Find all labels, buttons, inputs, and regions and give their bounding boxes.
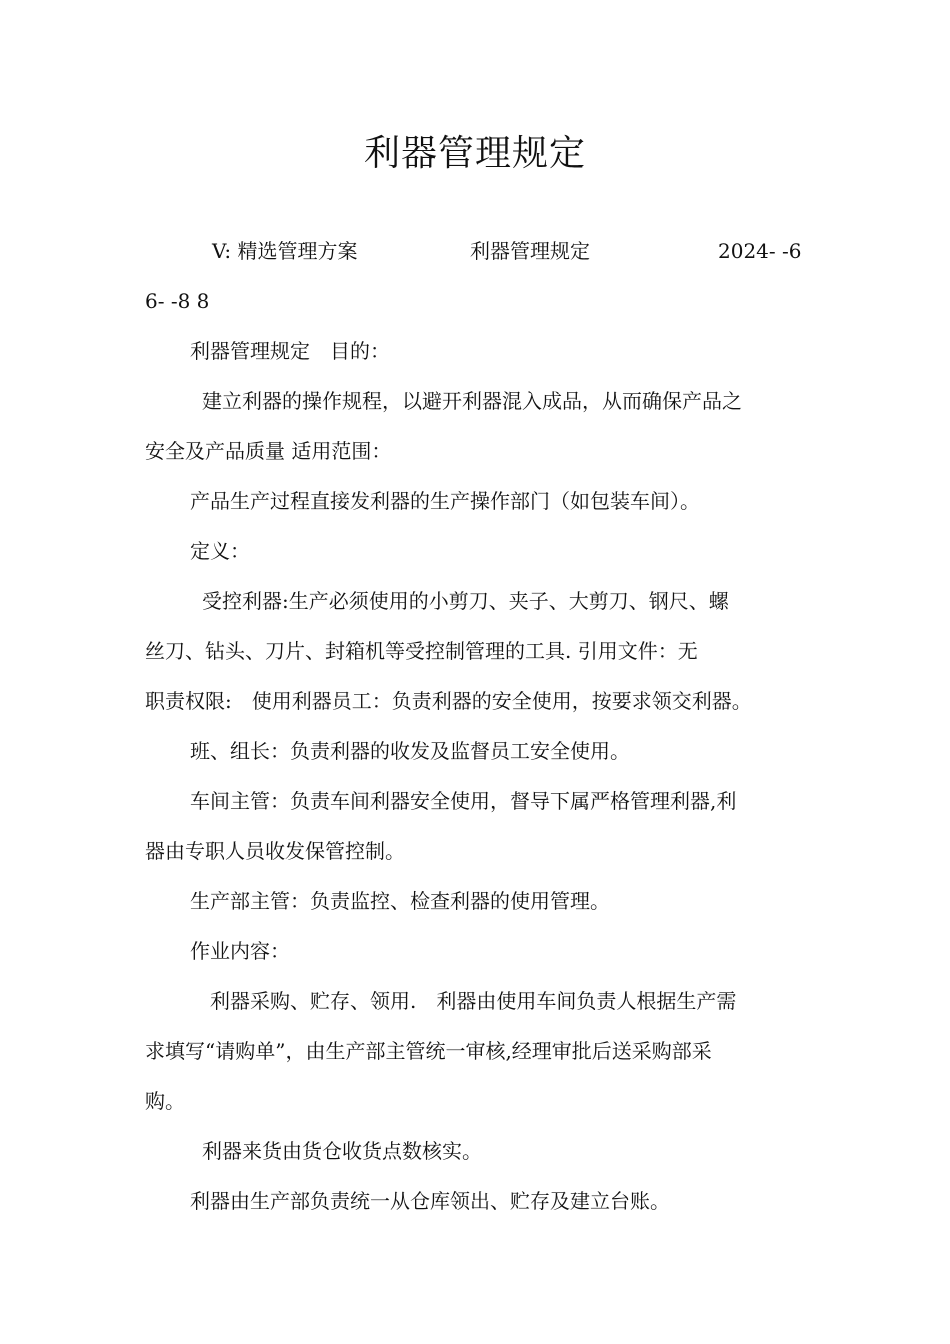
paragraph-procurement-end: 购。 bbox=[145, 1089, 185, 1113]
header-date: 2024- -6 bbox=[718, 239, 802, 263]
paragraph-workshop-supervisor-cont: 器由专职人员收发保管控制。 bbox=[145, 839, 405, 863]
paragraph-storage: 利器由生产部负责统一从仓库领出、贮存及建立台账。 bbox=[190, 1189, 670, 1213]
paragraph-purpose-heading: 利器管理规定 目的： bbox=[190, 339, 390, 363]
paragraph-team-leader: 班、组长：负责利器的收发及监督员工安全使用。 bbox=[190, 739, 630, 763]
paragraph-receiving: 利器来货由货仓收货点数核实。 bbox=[202, 1139, 482, 1163]
header-version: V: 精选管理方案 bbox=[212, 239, 358, 263]
paragraph-purpose-text-cont: 安全及产品质量 适用范围： bbox=[145, 439, 392, 463]
paragraph-procurement: 利器采购、贮存、领用. 利器由使用车间负责人根据生产需 bbox=[210, 989, 737, 1013]
header-name: 利器管理规定 bbox=[470, 239, 590, 263]
paragraph-definition-text-cont: 丝刀、钻头、刀片、封箱机等受控制管理的工具. 引用文件：无 bbox=[145, 639, 698, 663]
header-date-continued: 6- -8 8 bbox=[145, 289, 210, 313]
paragraph-work-content-heading: 作业内容： bbox=[190, 939, 290, 963]
paragraph-workshop-supervisor: 车间主管：负责车间利器安全使用，督导下属严格管理利器,利 bbox=[190, 789, 737, 813]
paragraph-scope: 产品生产过程直接发利器的生产操作部门（如包装车间）。 bbox=[190, 489, 700, 513]
paragraph-responsibility: 职责权限: 使用利器员工：负责利器的安全使用，按要求领交利器。 bbox=[145, 689, 752, 713]
paragraph-definition-text: 受控利器:生产必须使用的小剪刀、夹子、大剪刀、钢尺、螺 bbox=[202, 589, 729, 613]
page-title: 利器管理规定 bbox=[363, 133, 586, 174]
paragraph-purpose-text: 建立利器的操作规程，以避开利器混入成品，从而确保产品之 bbox=[202, 389, 742, 413]
paragraph-definition-heading: 定义： bbox=[190, 539, 250, 563]
paragraph-production-supervisor: 生产部主管：负责监控、检查利器的使用管理。 bbox=[190, 889, 610, 913]
paragraph-procurement-cont: 求填写“请购单”，由生产部主管统一审核,经理审批后送采购部采 bbox=[145, 1039, 712, 1063]
